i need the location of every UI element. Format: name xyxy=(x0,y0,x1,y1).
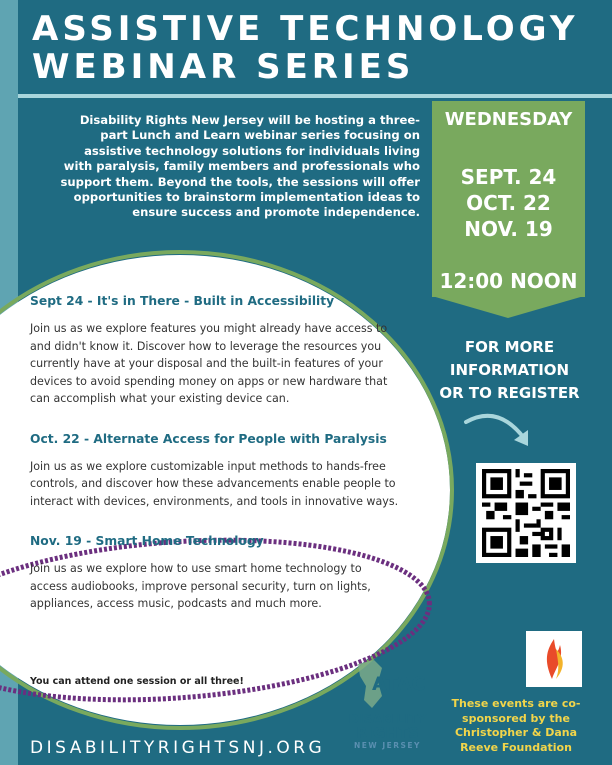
intro-paragraph: Disability Rights New Jersey will be hosting a three-part Lunch and Learn webinar series focusing on assistive technology solutions for individuals living with paralysis, family members and professionals who support them. Beyond the tools, the sessions will offer opportunities to brainstorm implementation ideas to ensure success and promote independence. xyxy=(60,113,420,220)
sponsor-note: These events are co-sponsored by the Christopher & Dana Reeve Foundation xyxy=(451,697,581,754)
atac-logo xyxy=(352,656,432,712)
session-description: Join us as we explore customizable input methods to hands-free controls, and discover how these advancements enable people to interact with devices, environments, and tools in innovative ways. xyxy=(30,459,399,508)
more-info-line-1: FOR MORE xyxy=(464,338,555,356)
drnj-logo-line-2: RIGHTS xyxy=(355,724,420,742)
title-line-2: WEBINAR SERIES xyxy=(32,47,415,87)
session-item xyxy=(30,292,400,408)
atac-wordmark: ATAC xyxy=(372,673,426,695)
session-list xyxy=(30,292,400,613)
website-link[interactable]: DISABILITYRIGHTSNJ.ORG xyxy=(30,738,326,758)
more-info-line-2: INFORMATION xyxy=(449,361,570,379)
reeve-foundation-logo-icon xyxy=(526,631,582,687)
drnj-logo-line-1: DISABILITY xyxy=(348,711,427,726)
more-info-line-3: OR TO REGISTER xyxy=(439,384,580,402)
attendance-note: You can attend one session or all three! xyxy=(30,676,244,687)
disability-rights-nj-logo xyxy=(340,712,435,750)
drnj-logo-line-3: NEW JERSEY xyxy=(354,741,421,750)
schedule-date-3: NOV. 19 xyxy=(464,217,553,241)
session-description: Join us as we explore features you might already have access to and didn't know it. Discover how to leverage the resources you currently have at your disposal and the built-in features of your devices to avoid spending money on apps or new hardware that can accomplish what your existing device can. xyxy=(30,322,388,405)
session-heading: Sept 24 - It's in There - Built in Accessibility xyxy=(30,294,335,308)
session-heading: Nov. 19 - Smart Home Technology xyxy=(30,534,264,548)
title-line-1: ASSISTIVE TECHNOLOGY xyxy=(32,9,579,49)
session-item xyxy=(30,532,400,613)
schedule-time: 12:00 NOON xyxy=(439,269,578,293)
schedule-date-2: OCT. 22 xyxy=(466,191,551,215)
schedule-date-1: SEPT. 24 xyxy=(460,165,557,189)
session-item xyxy=(30,430,400,511)
session-description: Join us as we explore how to use smart home technology to access audiobooks, improve personal security, turn on lights, appliances, access music, podcasts and much more. xyxy=(30,562,371,610)
session-heading: Oct. 22 - Alternate Access for People with Paralysis xyxy=(30,431,387,446)
reeve-foundation-logo xyxy=(526,631,582,687)
schedule-day: WEDNESDAY xyxy=(444,109,573,130)
